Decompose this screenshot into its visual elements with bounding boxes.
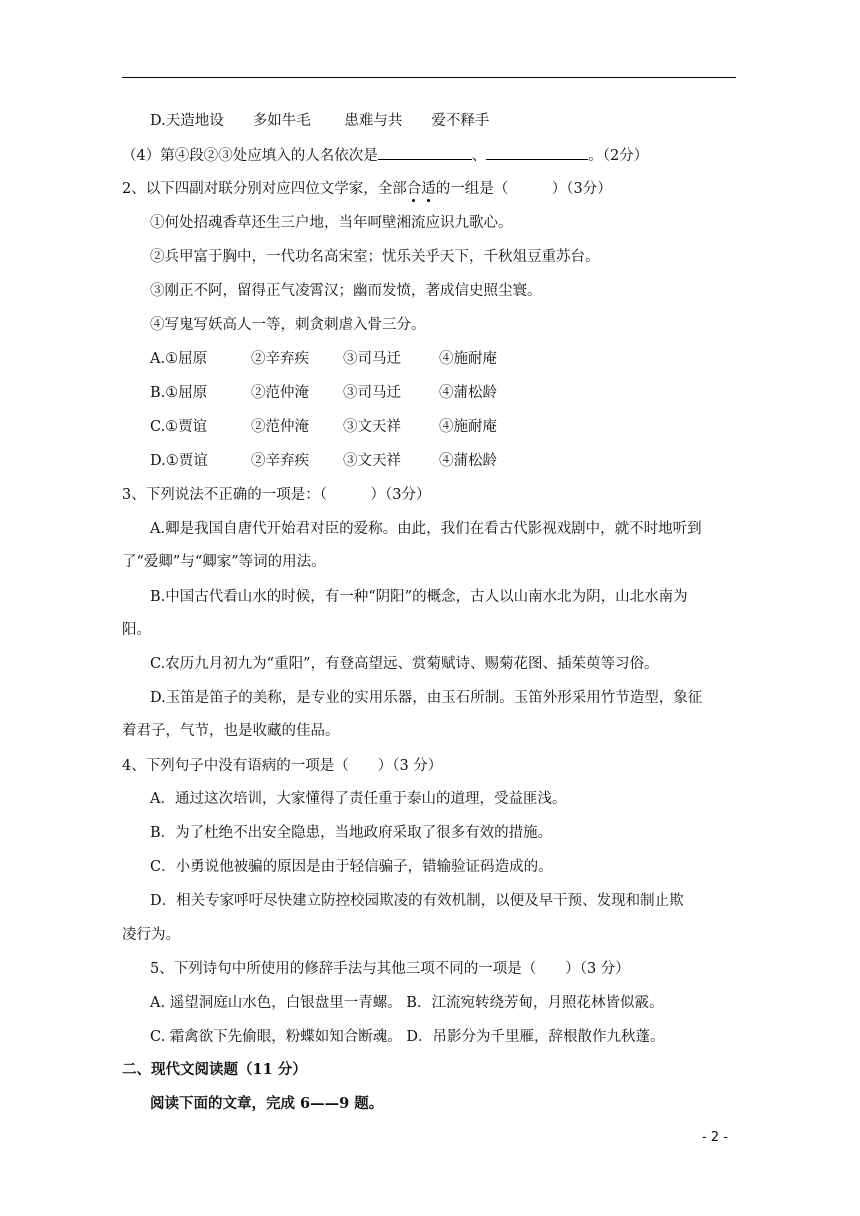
q1-option-d: D.天造地设 多如牛毛 患难与共 爱不释手 <box>150 113 490 129</box>
option-cell: ②范仲淹 <box>251 385 309 401</box>
option-cell: D.①贾谊 <box>150 453 208 469</box>
answer-blank-2[interactable] <box>486 145 588 160</box>
q5-options-cd: C. 霜禽欲下先偷眼，粉蝶如知合断魂。 D．吊影分为千里雁，辞根散作九秋蓬。 <box>150 1029 665 1045</box>
q1-part4-suffix: 。（2分） <box>588 148 649 164</box>
answer-blank-1[interactable] <box>378 145 472 160</box>
q3-option-a-line2: 了“爱卿”与“卿家”等词的用法。 <box>122 554 326 570</box>
option-cell: A.①屈原 <box>150 351 208 367</box>
q4-stem: 4、下列句子中没有语病的一项是（ ）（3 分） <box>122 758 443 774</box>
q3-stem: 3、下列说法不正确的一项是：（ ）（3分） <box>122 487 431 503</box>
option-cell: ②辛弃疾 <box>251 453 309 469</box>
header-rule <box>122 77 736 78</box>
q4-option-a: A．通过这次培训，大家懂得了责任重于泰山的道理，受益匪浅。 <box>150 791 567 807</box>
option-cell: ④蒲松龄 <box>439 453 497 469</box>
q3-option-b-line1: B.中国古代看山水的时候，有一种“阴阳”的概念，古人以山南水北为阴，山北水南为 <box>150 589 688 605</box>
option-cell: ③司马迁 <box>343 351 401 367</box>
section-2-title: 二、现代文阅读题（11 分） <box>122 1061 307 1078</box>
q1-part4-sep: 、 <box>471 148 487 164</box>
q3-option-b-line2: 阳。 <box>122 622 151 638</box>
section-2-instruction: 阅读下面的文章，完成 6——9 题。 <box>150 1095 384 1112</box>
q2-stem-b: 的一组是（ ）（3分） <box>435 181 612 197</box>
q4-option-b: B．为了杜绝不出安全隐患，当地政府采取了很多有效的措施。 <box>150 825 553 841</box>
q4-option-c: C．小勇说他被骗的原因是由于轻信骗子，错输验证码造成的。 <box>150 859 553 875</box>
option-cell: B.①屈原 <box>150 385 208 401</box>
q1-part4 <box>122 145 648 166</box>
q5-stem: 5、下列诗句中所使用的修辞手法与其他三项不同的一项是（ ）（3 分） <box>150 961 630 977</box>
emphasis-char-1: 合 <box>406 181 422 197</box>
q1-part4-prefix: （4）第④段②③处应填入的人名依次是 <box>122 148 378 164</box>
option-cell: ③文天祥 <box>343 419 401 435</box>
q3-option-d-line2: 着君子，气节，也是收藏的佳品。 <box>122 723 340 739</box>
option-cell: ④施耐庵 <box>439 419 497 435</box>
q3-option-d-line1: D.玉笛是笛子的美称，是专业的实用乐器，由玉石所制。玉笛外形采用竹节造型，象征 <box>150 690 703 706</box>
q2-couplet-4: ④写鬼写妖高人一等，刺贪刺虐入骨三分。 <box>150 317 426 333</box>
option-cell: C.①贾谊 <box>150 419 208 435</box>
q2-couplet-2: ②兵甲富于胸中，一代功名高宋室；忧乐关乎天下，千秋俎豆重苏台。 <box>150 249 600 265</box>
q2-couplet-3: ③刚正不阿，留得正气凌霄汉；幽而发愤，著成信史照尘寰。 <box>150 283 542 299</box>
option-cell: ③文天祥 <box>343 453 401 469</box>
q2-stem <box>122 179 612 199</box>
option-cell: ②范仲淹 <box>251 419 309 435</box>
q3-option-c: C.农历九月初九为“重阳”，有登高望远、赏菊赋诗、赐菊花图、插茱萸等习俗。 <box>150 656 659 672</box>
option-cell: ②辛弃疾 <box>251 351 309 367</box>
q5-options-ab: A. 遥望洞庭山水色，白银盘里一青螺。 B．江流宛转绕芳甸，月照花林皆似霰。 <box>150 995 664 1011</box>
page-number: - 2 - <box>702 1130 728 1145</box>
option-cell: ④施耐庵 <box>439 351 497 367</box>
q4-option-d-line1: D．相关专家呼吁尽快建立防控校园欺凌的有效机制，以便及早干预、发现和制止欺 <box>150 893 684 909</box>
q4-option-d-line2: 凌行为。 <box>122 927 180 943</box>
q2-couplet-1: ①何处招魂香草还生三户地，当年呵壁湘流应识九歌心。 <box>150 215 513 231</box>
option-cell: ③司马迁 <box>343 385 401 401</box>
option-cell: ④蒲松龄 <box>439 385 497 401</box>
emphasis-char-2: 适 <box>421 181 436 197</box>
q3-option-a-line1: A.卿是我国自唐代开始君对臣的爱称。由此，我们在看古代影视戏剧中，就不时地听到 <box>150 521 702 537</box>
q2-stem-a: 2、以下四副对联分别对应四位文学家，全部 <box>122 181 407 197</box>
